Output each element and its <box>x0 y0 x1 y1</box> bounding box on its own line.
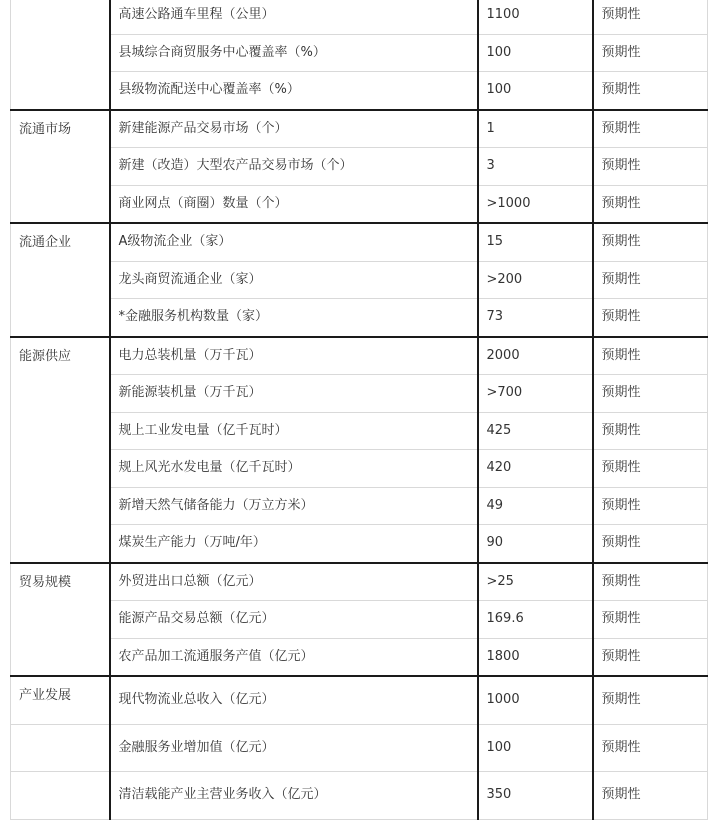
table-row <box>11 772 708 820</box>
target-value-cell: 90 <box>478 525 593 563</box>
target-value-cell: 1 <box>478 110 593 148</box>
attribute-cell: 预期性 <box>593 0 708 34</box>
attribute-cell: 预期性 <box>593 185 708 223</box>
attribute-cell: 预期性 <box>593 223 708 261</box>
target-value-cell: 1100 <box>478 0 593 34</box>
attribute-cell: 预期性 <box>593 261 708 299</box>
table-row <box>11 185 708 223</box>
target-value-cell: >25 <box>478 563 593 601</box>
table-row <box>11 601 708 639</box>
indicator-name-cell: 规上工业发电量（亿千瓦时） <box>110 412 478 450</box>
indicator-name-cell: *金融服务机构数量（家） <box>110 299 478 337</box>
indicator-name-cell: 能源产品交易总额（亿元） <box>110 601 478 639</box>
indicator-name-cell: 县级物流配送中心覆盖率（%） <box>110 72 478 110</box>
indicator-table <box>10 0 708 820</box>
attribute-cell: 预期性 <box>593 110 708 148</box>
attribute-cell: 预期性 <box>593 601 708 639</box>
attribute-cell: 预期性 <box>593 72 708 110</box>
indicator-name-cell: 新建能源产品交易市场（个） <box>110 110 478 148</box>
category-cell: 贸易规模 <box>11 563 110 677</box>
category-cell <box>11 772 110 820</box>
indicator-name-cell: 农产品加工流通服务产值（亿元） <box>110 638 478 676</box>
attribute-cell: 预期性 <box>593 375 708 413</box>
table-row <box>11 34 708 72</box>
target-value-cell: 1800 <box>478 638 593 676</box>
table-row <box>11 337 708 375</box>
indicator-name-cell: A级物流企业（家） <box>110 223 478 261</box>
attribute-cell: 预期性 <box>593 772 708 820</box>
target-value-cell: 425 <box>478 412 593 450</box>
target-value-cell: 2000 <box>478 337 593 375</box>
category-cell: 产业发展 <box>11 676 110 724</box>
attribute-cell: 预期性 <box>593 676 708 724</box>
indicator-name-cell: 规上风光水发电量（亿千瓦时） <box>110 450 478 488</box>
indicator-name-cell: 高速公路通车里程（公里） <box>110 0 478 34</box>
table-row <box>11 261 708 299</box>
target-value-cell: >700 <box>478 375 593 413</box>
category-cell: 流通市场 <box>11 110 110 224</box>
table-row <box>11 563 708 601</box>
indicator-name-cell: 外贸进出口总额（亿元） <box>110 563 478 601</box>
attribute-cell: 预期性 <box>593 487 708 525</box>
indicator-name-cell: 清洁载能产业主营业务收入（亿元） <box>110 772 478 820</box>
target-value-cell: 100 <box>478 72 593 110</box>
indicator-name-cell: 新增天然气储备能力（万立方米） <box>110 487 478 525</box>
indicator-table-body <box>11 0 708 819</box>
table-row <box>11 72 708 110</box>
category-cell <box>11 0 110 110</box>
table-row <box>11 299 708 337</box>
table-row <box>11 676 708 724</box>
indicator-name-cell: 新建（改造）大型农产品交易市场（个） <box>110 148 478 186</box>
category-cell <box>11 724 110 772</box>
target-value-cell: 73 <box>478 299 593 337</box>
target-value-cell: 100 <box>478 34 593 72</box>
attribute-cell: 预期性 <box>593 148 708 186</box>
table-row <box>11 638 708 676</box>
table-row <box>11 412 708 450</box>
attribute-cell: 预期性 <box>593 525 708 563</box>
target-value-cell: 350 <box>478 772 593 820</box>
target-value-cell: 100 <box>478 724 593 772</box>
table-row <box>11 223 708 261</box>
indicator-name-cell: 县城综合商贸服务中心覆盖率（%） <box>110 34 478 72</box>
target-value-cell: 3 <box>478 148 593 186</box>
indicator-name-cell: 电力总装机量（万千瓦） <box>110 337 478 375</box>
table-row <box>11 525 708 563</box>
category-cell: 流通企业 <box>11 223 110 337</box>
category-cell: 能源供应 <box>11 337 110 563</box>
target-value-cell: 15 <box>478 223 593 261</box>
attribute-cell: 预期性 <box>593 299 708 337</box>
target-value-cell: 420 <box>478 450 593 488</box>
target-value-cell: 49 <box>478 487 593 525</box>
attribute-cell: 预期性 <box>593 34 708 72</box>
table-row <box>11 148 708 186</box>
table-row <box>11 110 708 148</box>
table-row <box>11 450 708 488</box>
target-value-cell: 169.6 <box>478 601 593 639</box>
attribute-cell: 预期性 <box>593 724 708 772</box>
table-row <box>11 724 708 772</box>
indicator-name-cell: 现代物流业总收入（亿元） <box>110 676 478 724</box>
table-row <box>11 0 708 34</box>
attribute-cell: 预期性 <box>593 638 708 676</box>
target-value-cell: >200 <box>478 261 593 299</box>
target-value-cell: >1000 <box>478 185 593 223</box>
attribute-cell: 预期性 <box>593 563 708 601</box>
indicator-name-cell: 新能源装机量（万千瓦） <box>110 375 478 413</box>
indicator-name-cell: 金融服务业增加值（亿元） <box>110 724 478 772</box>
table-row <box>11 487 708 525</box>
attribute-cell: 预期性 <box>593 337 708 375</box>
attribute-cell: 预期性 <box>593 450 708 488</box>
indicator-name-cell: 龙头商贸流通企业（家） <box>110 261 478 299</box>
target-value-cell: 1000 <box>478 676 593 724</box>
indicator-name-cell: 煤炭生产能力（万吨/年） <box>110 525 478 563</box>
indicator-name-cell: 商业网点（商圈）数量（个） <box>110 185 478 223</box>
table-row <box>11 375 708 413</box>
attribute-cell: 预期性 <box>593 412 708 450</box>
